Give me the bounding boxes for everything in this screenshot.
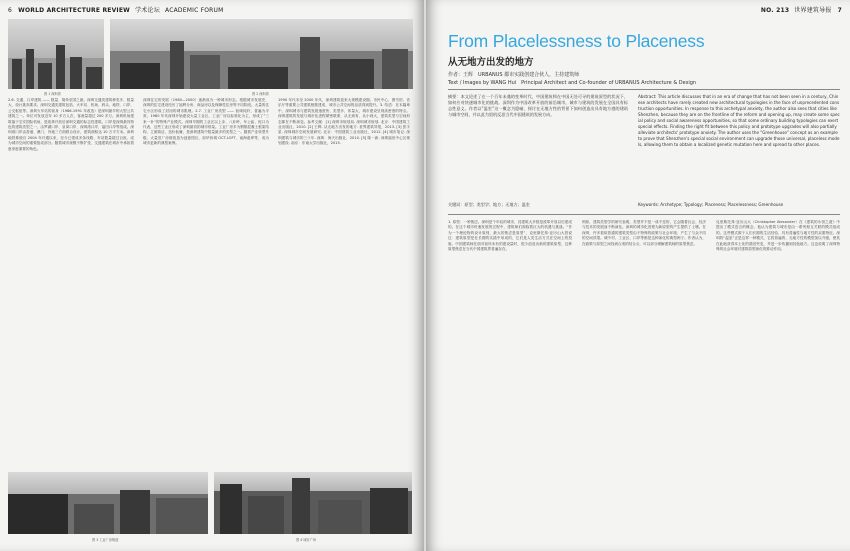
photo-factory-street [8, 472, 208, 534]
journal-name: WORLD ARCHITECTURE REVIEW [18, 7, 130, 14]
abstract-cn [448, 94, 628, 198]
divider-top [448, 89, 840, 90]
page-number: 6 [8, 7, 13, 14]
left-column-3: 1990 年代末至 2000 年代，深圳建筑迎来大规模建设期。市民中心、图书馆、音乐厅等重要公共建筑相继建成，城市公共空间的品质得到提升。3. 结语：在本篇章中，深圳城市与建筑发展速度快、类型多、体量大，城市建设呈现高密度的特点。深圳建筑的发展与城市化进程紧密联系，从无到有、从小到大，建筑类型与空间形态都在不断演变。参考文献：[1] 深圳市规划局. 深圳城市规划. 北京：中国建筑工业出版社，2010. [2] 王辉. 从无地方出发的地方. 世界建筑导报，2013. [3] 张宇星. 深圳城市空间发展研究. 北京：中国建筑工业出版社，2012. [4] 城市笔记. 深圳建筑与城市的三十年. 深圳：海天出版社，2010. [5] 陈一新. 深圳福田中心区规划建设. 南京：东南大学出版社，2015. [278, 98, 410, 146]
left-page-header [8, 5, 223, 14]
article-title-cn: 从无地方出发的地方 [448, 57, 534, 68]
right-column-2: 例如，建筑类型学的研究表明，类型并不是一成不变的，它会随着社会、经济与技术的发展而不断演化。深圳的城市化进程为新原型的产生提供了土壤。在深圳，许多看似普通的建筑类型由于特殊的政策与社会环境，产生了与众不同的空间效果。城中村、工业区、口岸等都是这种演化的典型例子。作者认为，在政策与原型之间找到合适的结合点，可以部分缓解建筑师的原型焦虑。 [582, 220, 706, 246]
journal-name-cn: 世界建筑导报 [794, 7, 832, 14]
right-page [426, 0, 850, 551]
abstract-en: Abstract: This article discusses that in an era of change that has not been seen in a century, Chinese architects have rarely created new architectural typologies in the face of unprecedented construction opportunities. In response to this archetypal anxiety, the author also sees that cities like Shenzhen, because they are on the frontline of the reform and opening up, may create some special policy and social awareness opportunities, so that some ordinary building typologies can exert special effects. Finding the right fit between this policy and prototype upgrades will also partially alleviate architects' prototype anxiety. The author uses the "Greenhouse" concept as an example to prove that Shenzhen's special social environment can upgrade those universal, placeless models, allowing them to obtain a localized genetic mutation here and spread to other places. [638, 94, 840, 147]
keywords-en: Keywords: Archetype; Typology; Placeness; Placelessness; Greenhouse [638, 202, 784, 207]
keywords-cn: 关键词：原型；类型学；地方；无地方；温室 [448, 202, 530, 207]
right-column-3: 克里斯托弗·亚历山大（Christopher Alexander）在《建筑的永恒之道》中提出了模式语言的概念，他认为建筑与城市是由一系列相互关联的模式组成的。这些模式源于人们长期的生活经验，具有普遍性与地方性的双重特征。深圳的“温室”正是这样一种模式，它将普遍的、无地方性的模型加以升级，使其在此地获得本土化的基因突变，并进一步传播到其他地方。这也说明了深圳特殊的社会环境对建筑原型演化的推动作用。 [716, 220, 840, 252]
left-page [0, 0, 424, 551]
abstract-cn-text: 摘要：本文论述了在一个百年未遇的变革时代，中国建筑师在中国无处可寻的建筑原型的状况下，如何应对快速城市化的挑战。深圳作为中国改革开放的前沿城市，城市与建筑的发展在全国具有标志性意义。作者以“温室”这一概念为隐喻，探讨在无地方性的背景下如何创造出具有地方感的建筑与城市空间，并以此为契机反思当代中国建筑的发展方向。 [448, 94, 628, 117]
right-page-header [761, 5, 842, 14]
photo-bay-skyline [110, 19, 413, 89]
author-cn: 作者：王辉 URBANUS 都市实践创建合伙人，主持建筑师 [448, 72, 580, 78]
issue-number: NO. 213 [760, 7, 790, 14]
caption-fig4: 图 4 城市广场 [296, 538, 316, 542]
section-en: ACADEMIC FORUM [165, 7, 224, 14]
caption-fig3: 图 3 工业厂房街道 [92, 538, 119, 542]
left-column-1: 2.6. 交通、口岸建筑 —— 数量、简单至国之最。深圳交通类建筑种类多、数量大、设计挑高要求。深圳交通类建筑包括、火车站、机场、码头、地铁、口岸、公交枢纽等。深圳火车站的前身（1986-1991 年改造）是深圳最早的大型公共建筑之一。单位可发放近年 10 多万人次，客流量超过 200 多万。深圳机场建筑落于宝安国际机场，是改革开放后深圳交通的标志性建筑。口岸是深圳最具特色的建筑类型之一，由罗湖口岸、皇岗口岸、深圳湾口岸、福田口岸等组成。深圳湾口岸由香港、澳门、内地三方面联合设计，建筑面积达 10 万平方米。深圳地铁系统自 2004 年开通以来，至今已建成多条线路，车站数量超过百座，成为城市空间的重要组成部分。随着城市规模不断扩张，交通建筑在城市中承担着愈来愈重要的角色。 [8, 98, 134, 151]
photo-bay-city [8, 19, 104, 89]
author-en: Text / Images by WANG Hui Principal Architect and Co-founder of URBANUS Architecture & Design [448, 80, 697, 86]
photo-city-plaza [214, 472, 412, 534]
page-number: 7 [837, 7, 842, 14]
left-column-2: 深圳住宅的发展（1980—2000）逐渐成为一种城市形态。根据城市发展史，深圳的住宅建设经历了福利分房、商品房以及保障性住房等不同阶段。大量的住宅小区形成了封闭的城市肌理。2.7. 工业厂房类型 —— 低调纯朴，普遍为平常。1980 年代深圳开始建设大量工业区，工业厂房以标准化为主，形成了“三来一补”的特殊产业模式。深圳早期的工业区以上步、八卦岭、车公庙、蛇口为代表，这些工业区形成了深圳最初的城市骨架。工业厂房多为钢筋混凝土框架结构，立面简洁，造价低廉，是深圳建筑中数量最多的类型之一。随着产业转型升级，大量旧厂房被改造为创意园区，如华侨城 OCT-LOFT、南海意库等，成为城市更新的典型案例。 [143, 98, 269, 146]
right-column-1: 1. 原型：一种焦虑。深圳是个年轻的城市，其建筑大多数是改革开放以后建成的。在这个城市快速发展的过程中，建筑师们面临着巨大的机遇与挑战。“作为一个理论物的设计原则，最大的焦虑是原型”，克里斯托弗·亚历山大曾说过：建筑原型是在长期的实践中形成的，它们是人类生活方式在空间上的投射。中国建筑师在面对前所未有的建设量时，很少创造出新的建筑原型，这种原型焦虑在当代中国建筑界普遍存在。 [448, 220, 572, 252]
divider-bottom [448, 214, 840, 215]
caption-fig2: 图 2 深圳湾 [252, 92, 269, 96]
section-cn: 学术论坛 [135, 7, 160, 14]
caption-fig1: 图 1 深圳湾 [44, 92, 61, 96]
article-title-en: From Placelessness to Placeness [448, 31, 705, 51]
